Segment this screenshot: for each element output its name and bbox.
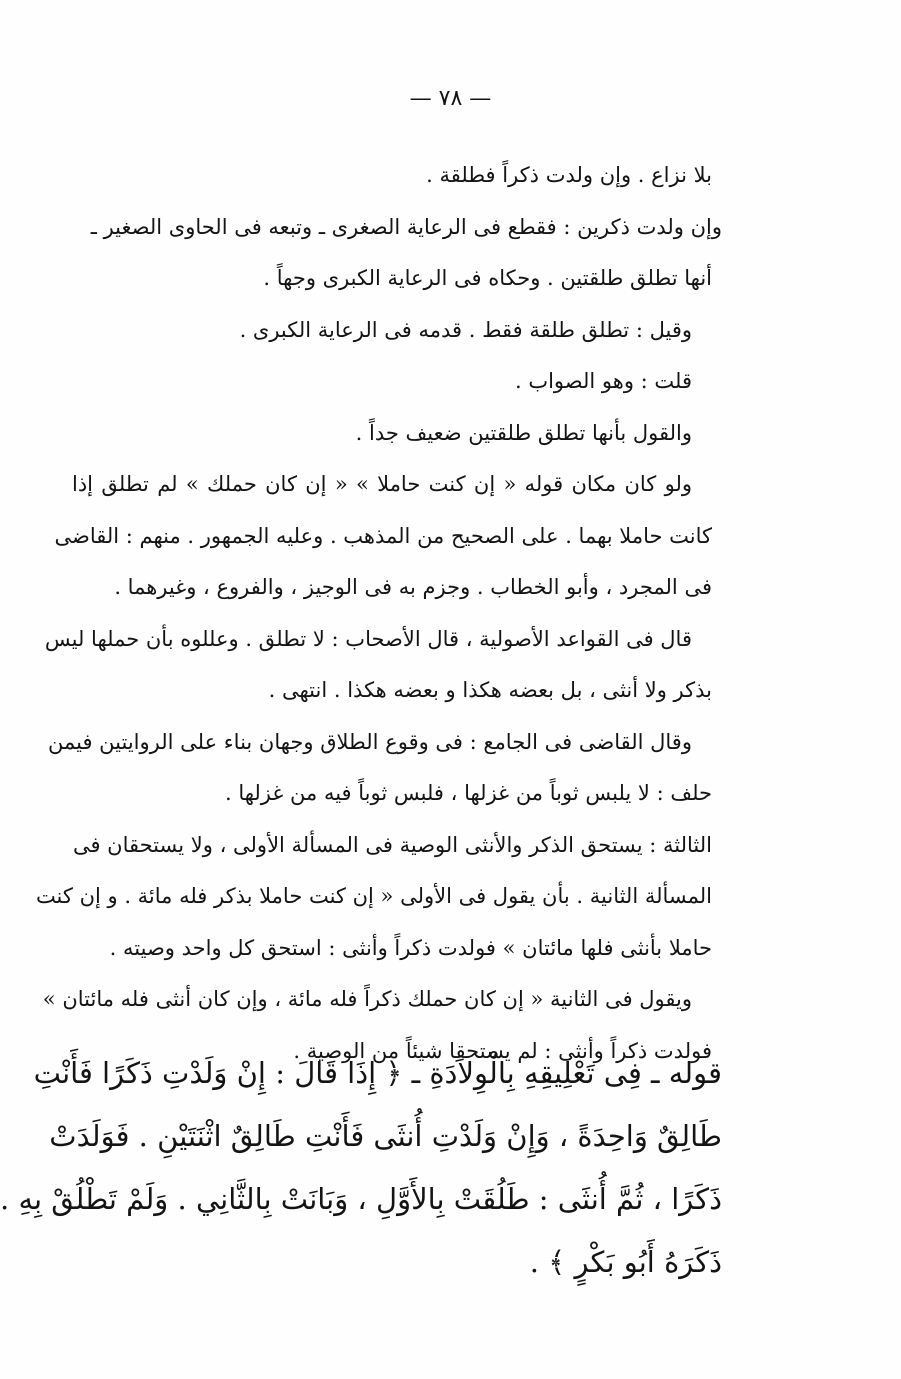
text-line: الثالثة : يستحق الذكر والأنثى الوصية فى المسألة الأولى ، ولا يستحقان فى bbox=[72, 832, 712, 857]
text-line: وإن ولدت ذكرين : فقطع فى الرعاية الصغرى ـ وتبعه فى الحاوى الصغير ـ bbox=[90, 214, 722, 239]
quote-line: قوله ـ فِى تَعْلِيقِهِ بِالْوِلاَدَةِ ـ ﴿ إِذَا قَالَ : إِنْ وَلَدْتِ ذَكَرًا فَأَنْتِ bbox=[33, 1056, 722, 1090]
text-line: وقيل : تطلق طلقة فقط . قدمه فى الرعاية الكبرى . bbox=[239, 317, 692, 342]
text-line: بلا نزاع . وإن ولدت ذكراً فطلقة . bbox=[426, 163, 712, 187]
text-line: فولدت ذكراً وأنثى : لم يستحقا شيئاً من الوصية . bbox=[293, 1038, 712, 1063]
text-line: ويقول فى الثانية « إن كان حملك ذكراً فله مائة ، وإن كان أنثى فله مائتان » bbox=[42, 987, 692, 1011]
text-line: حلف : لا يلبس ثوباً من غزلها ، فلبس ثوباً فيه من غزلها . bbox=[224, 781, 712, 805]
text-line: قلت : وهو الصواب . bbox=[514, 369, 692, 393]
text-line: أنها تطلق طلقتين . وحكاه فى الرعاية الكبرى وجهاً . bbox=[263, 266, 712, 290]
text-line: المسألة الثانية . بأن يقول فى الأولى « إن كنت حاملا بذكر فله مائة . و إن كنت bbox=[35, 884, 712, 908]
quote-line: ذَكَرًا ، ثُمَّ أُنثَى : طَلُقَتْ بِالأَوَّلِ ، وَبَانَتْ بِالثَّانِي . وَلَمْ تَطْلُقْ بِهِ . bbox=[0, 1182, 722, 1216]
text-line: كانت حاملا بهما . على الصحيح من المذهب . وعليه الجمهور . منهم : القاضى bbox=[54, 523, 712, 548]
text-line: قال فى القواعد الأصولية ، قال الأصحاب : لا تطلق . وعللوه بأن حملها ليس bbox=[44, 626, 692, 651]
text-line: والقول بأنها تطلق طلقتين ضعيف جداً . bbox=[355, 420, 692, 445]
quote-line: طَالِقٌ وَاحِدَةً ، وَإِنْ وَلَدْتِ أُنثَى فَأَنْتِ طَالِقٌ اثْنَتَيْنِ . فَوَلَدَتْ bbox=[49, 1119, 722, 1153]
text-line: بذكر ولا أنثى ، بل بعضه هكذا و بعضه هكذا . انتهى . bbox=[268, 678, 712, 702]
text-line: حاملا بأنثى فلها مائتان » فولدت ذكراً وأنثى : استحق كل واحد وصيته . bbox=[109, 935, 712, 960]
quoted-matn bbox=[0, 1042, 722, 1294]
page-number: — ٧٨ — bbox=[409, 86, 492, 111]
body-text bbox=[35, 150, 722, 1077]
text-line: ولو كان مكان قوله « إن كنت حاملا » « إن كان حملك » لم تطلق إذا bbox=[72, 472, 692, 496]
quote-line: ذَكَرَهُ أَبُو بَكْرٍ ﴾ . bbox=[529, 1245, 722, 1279]
text-line: فى المجرد ، وأبو الخطاب . وجزم به فى الوجيز ، والفروع ، وغيرهما . bbox=[114, 575, 712, 599]
text-line: وقال القاضى فى الجامع : فى وقوع الطلاق وجهان بناء على الروايتين فيمن bbox=[47, 729, 692, 754]
